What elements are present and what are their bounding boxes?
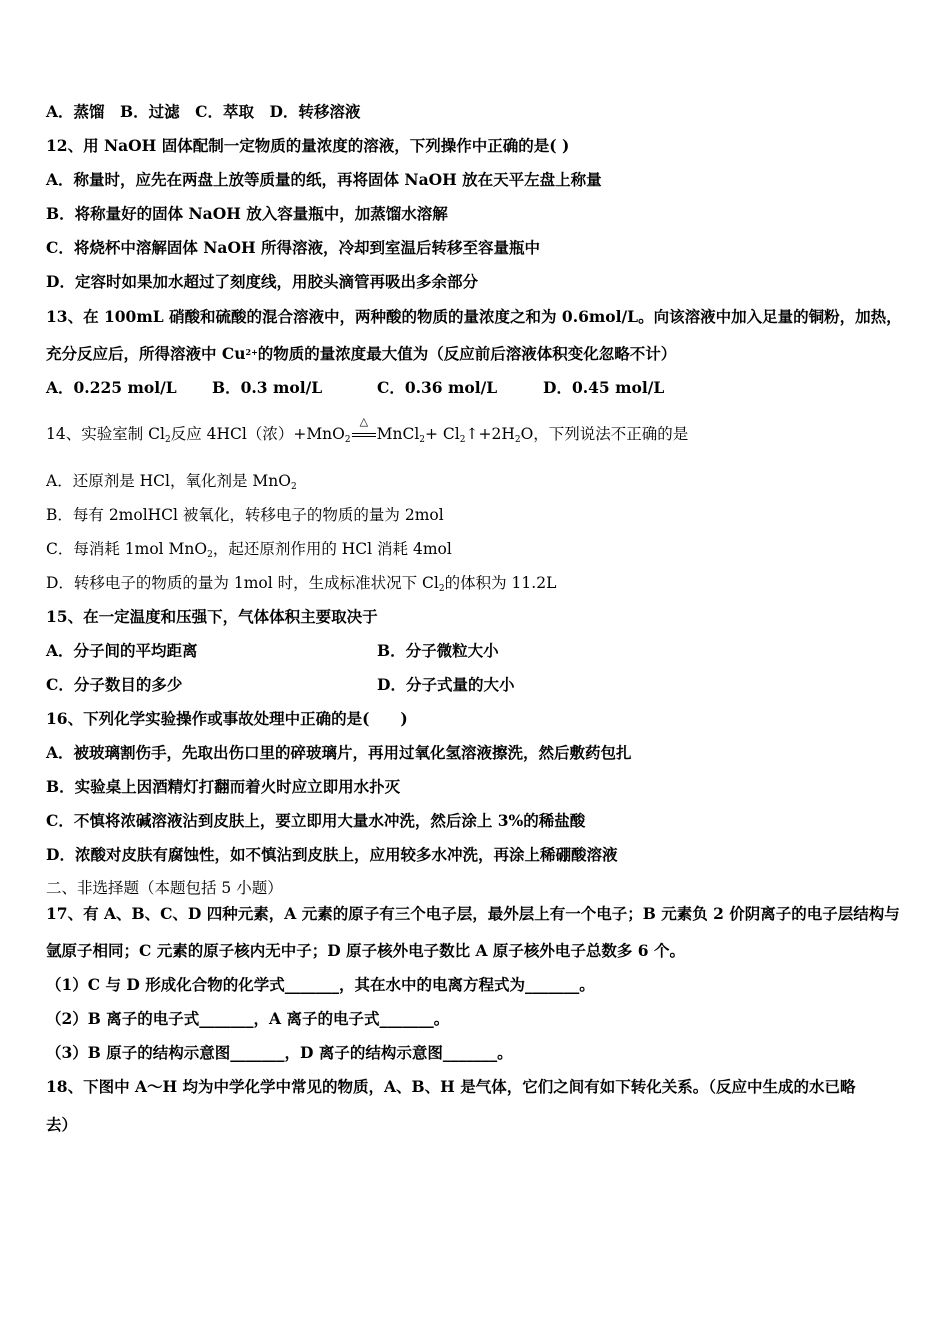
q17-part2: （2）B 离子的电子式_______，A 离子的电子式_______。 [46,1009,450,1028]
heat-condition-sign [351,415,377,445]
q14-option-a [46,471,297,494]
q14-text-a: 14、实验室制 Cl [46,425,165,443]
q18-stem-line2: 去） [46,1115,78,1134]
q12-option-c: C．将烧杯中溶解固体 NaOH 所得溶液，冷却到室温后转移至容量瓶中 [46,238,540,257]
q14-c-text-2: ，起还原剂作用的 HCl 消耗 4mol [212,540,452,558]
q15-option-a: A．分子间的平均距离 [46,641,198,660]
q14-text-f: O，下列说法不正确的是 [520,425,689,443]
q14-d-sub: 2 [438,584,445,594]
q14-sub-e: 2 [514,435,521,445]
q16-stem: 16、下列化学实验操作或事故处理中正确的是( ) [46,709,408,728]
q17-stem-line1: 17、有 A、B、C、D 四种元素，A 元素的原子有三个电子层，最外层上有一个电子；B 元素负 2 价阴离子的电子层结构与 [46,904,900,923]
q13-option-d: D．0.45 mol/L [543,378,665,397]
q14-a-sub: 2 [290,482,297,492]
q17-stem-line2: 氩原子相同；C 元素的原子核内无中子；D 原子核外电子数比 A 原子核外电子总数多 6 个。 [46,941,685,960]
q16-option-a: A．被玻璃割伤手，先取出伤口里的碎玻璃片，再用过氧化氢溶液擦洗，然后敷药包扎 [46,743,632,762]
q14-d-text: D．转移电子的物质的量为 1mol 时，生成标准状况下 Cl [46,574,439,592]
q14-sub-d: 2 [459,435,466,445]
q17-part3: （3）B 原子的结构示意图_______，D 离子的结构示意图_______。 [46,1043,513,1062]
q17-part1: （1）C 与 D 形成化合物的化学式_______，其在水中的电离方程式为_______。 [46,975,595,994]
q15-option-d: D．分子式量的大小 [377,675,515,694]
q16-option-c: C．不慎将浓碱溶液沾到皮肤上，要立即用大量水冲洗，然后涂上 3%的稀盐酸 [46,811,586,830]
q18-stem-line1: 18、下图中 A～H 均为中学化学中常见的物质，A、B、H 是气体，它们之间有如下转化关系。（反应中生成的水已略 [46,1077,856,1096]
heat-triangle-icon: △ [359,415,369,428]
q15-stem: 15、在一定温度和压强下，气体体积主要取决于 [46,607,378,626]
q12-option-a: A．称量时，应先在两盘上放等质量的纸，再将固体 NaOH 放在天平左盘上称量 [46,170,602,189]
q13-stem-line1: 13、在 100mL 硝酸和硫酸的混合溶液中，两种酸的物质的量浓度之和为 0.6mol/L。向该溶液中加入足量的铜粉，加热， [46,307,902,326]
q14-option-c [46,539,452,562]
q14-text-b: 反应 4HCl（浓）+MnO [170,425,345,443]
q14-c-text: C．每消耗 1mol MnO [46,540,208,558]
q12-option-d: D．定容时如果加水超过了刻度线，用胶头滴管再吸出多余部分 [46,272,478,291]
q14-sub-b: 2 [344,435,351,445]
q14-text-d: + Cl [425,425,460,443]
q14-sub-c: 2 [419,435,426,445]
q14-d-text-2: 的体积为 11.2L [444,574,557,592]
q16-option-b: B．实验桌上因酒精灯打翻而着火时应立即用水扑灭 [46,777,401,796]
q15-option-c: C．分子数目的多少 [46,675,183,694]
q13-stem-line2 [46,344,676,364]
q14-stem [46,415,689,447]
q16-option-d: D．浓酸对皮肤有腐蚀性，如不慎沾到皮肤上，应用较多水冲洗，再涂上稀硼酸溶液 [46,845,618,864]
q15-option-b: B．分子微粒大小 [377,641,499,660]
q14-sub-a: 2 [164,435,171,445]
q14-option-d [46,573,556,596]
q13-stem-text: 充分反应后，所得溶液中 Cu [46,344,246,363]
q11-options: A．蒸馏 B．过滤 C．萃取 D．转移溶液 [46,102,361,121]
q14-text-c: MnCl [376,425,420,443]
q14-a-text: A．还原剂是 HCl，氧化剂是 MnO [46,472,291,490]
section-heading: 二、非选择题（本题包括 5 小题） [46,879,283,897]
q14-option-b: B．每有 2molHCl 被氧化，转移电子的物质的量为 2mol [46,506,444,524]
q13-option-b: B．0.3 mol/L [212,378,323,397]
q14-text-e: ↑+2H [465,425,515,443]
q14-c-sub: 2 [207,550,213,560]
q13-option-a: A．0.225 mol/L [46,378,177,397]
q13-option-c: C．0.36 mol/L [377,378,498,397]
q13-superscript: 2+ [245,347,258,357]
q12-option-b: B．将称量好的固体 NaOH 放入容量瓶中，加蒸馏水溶解 [46,204,448,223]
q12-stem: 12、用 NaOH 固体配制一定物质的量浓度的溶液，下列操作中正确的是( ) [46,136,570,155]
q13-stem-text-2: 的物质的量浓度最大值为（反应前后溶液体积变化忽略不计） [257,344,677,363]
